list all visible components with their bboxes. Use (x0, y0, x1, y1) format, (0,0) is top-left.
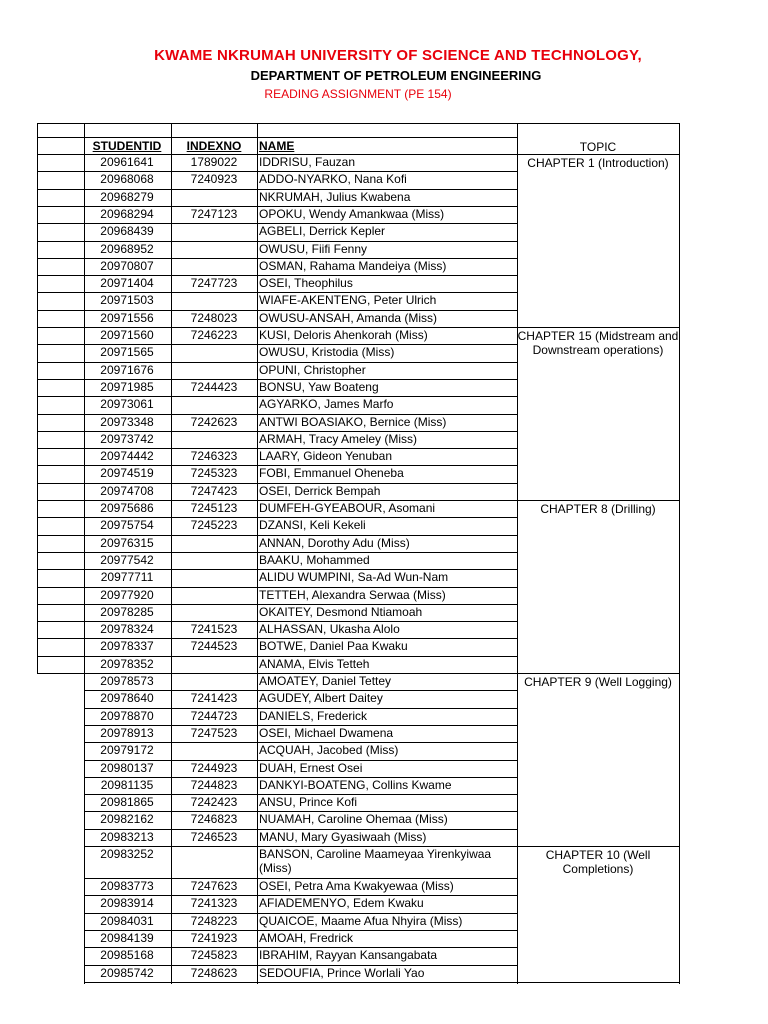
index-no-cell (172, 535, 256, 552)
column-divider (257, 123, 258, 984)
name-cell: OPOKU, Wendy Amankwaa (Miss) (259, 206, 445, 221)
student-id-cell: 20978640 (100, 691, 154, 706)
row-divider (37, 673, 84, 674)
row-divider (37, 431, 84, 432)
student-id-cell: 20983773 (100, 879, 154, 893)
student-id-cell: 20970807 (100, 258, 154, 273)
assignment-title: READING ASSIGNMENT (PE 154) (264, 87, 452, 101)
name-cell: AGUDEY, Albert Daitey (259, 691, 383, 706)
index-no-cell: 7245323 (190, 466, 238, 481)
name-cell: OWUSU, Kristodia (Miss) (259, 345, 395, 360)
index-no-cell: 7245823 (190, 948, 238, 963)
name-cell: FOBI, Emmanuel Oheneba (259, 466, 404, 481)
index-no-cell (172, 431, 256, 448)
table-right-border (679, 123, 680, 984)
row-divider (37, 621, 84, 622)
index-no-cell (172, 344, 256, 361)
row-divider (37, 569, 84, 570)
index-no-cell: 7247123 (190, 206, 238, 221)
row-divider (37, 258, 84, 259)
index-no-cell: 7241423 (190, 691, 238, 706)
name-cell: OSMAN, Rahama Mandeiya (Miss) (259, 258, 447, 273)
student-id-cell: 20968279 (100, 189, 154, 204)
university-title: KWAME NKRUMAH UNIVERSITY OF SCIENCE AND TECHNOLOGY, (154, 47, 642, 64)
index-no-cell: 7244823 (190, 777, 238, 792)
name-cell: SEDOUFIA, Prince Worlali Yao (259, 965, 425, 980)
row-divider (37, 587, 84, 588)
student-id-cell: 20984139 (100, 930, 154, 945)
name-cell: BONSU, Yaw Boateng (259, 379, 379, 394)
index-no-cell: 7242623 (190, 414, 238, 429)
name-cell: OPUNI, Christopher (259, 362, 366, 377)
index-no-cell (172, 258, 256, 275)
row-divider (37, 171, 84, 172)
name-cell: DANIELS, Frederick (259, 708, 368, 723)
name-cell: OSEI, Derrick Bempah (259, 483, 381, 498)
department-title: DEPARTMENT OF PETROLEUM ENGINEERING (250, 68, 542, 83)
name-cell: ALIDU WUMPINI, Sa-Ad Wun-Nam (259, 570, 449, 585)
row-divider (84, 982, 517, 983)
name-cell: NUAMAH, Caroline Ohemaa (Miss) (259, 812, 448, 827)
student-id-cell: 20971565 (100, 345, 154, 360)
topic-cell: CHAPTER 10 (Well Completions) (545, 848, 651, 876)
name-cell: DZANSI, Keli Kekeli (259, 518, 366, 533)
index-no-cell (172, 241, 256, 258)
index-no-cell: 7246323 (190, 449, 238, 464)
topic-divider (517, 846, 679, 847)
index-no-cell: 7247523 (190, 725, 238, 740)
index-no-cell: 7244523 (190, 639, 238, 654)
name-cell: DUMFEH-GYEABOUR, Asomani (259, 501, 436, 515)
topic-divider (517, 154, 679, 155)
row-divider (37, 656, 84, 657)
row-divider (37, 517, 84, 518)
student-id-cell: 20973348 (100, 414, 154, 429)
name-cell: TETTEH, Alexandra Serwaa (Miss) (259, 587, 446, 602)
student-id-cell: 20968952 (100, 241, 154, 256)
index-no-cell: 7245123 (190, 501, 238, 515)
topic-cell: CHAPTER 1 (Introduction) (527, 156, 669, 170)
row-divider (37, 292, 84, 293)
row-divider (37, 362, 84, 363)
student-id-cell: 20976315 (100, 535, 154, 550)
name-cell: ADDO-NYARKO, Nana Kofi (259, 172, 407, 187)
name-cell: ANNAN, Dorothy Adu (Miss) (259, 535, 410, 550)
index-no-cell: 7247423 (190, 483, 238, 498)
row-divider (37, 241, 84, 242)
student-id-cell: 20971404 (100, 276, 154, 291)
student-id-cell: 20983213 (100, 829, 154, 844)
index-no-cell (172, 292, 256, 309)
student-id-cell: 20971985 (100, 379, 154, 394)
index-no-cell (172, 362, 256, 379)
student-id-cell: 20978870 (100, 708, 154, 723)
index-no-cell: 7247723 (190, 276, 238, 291)
name-cell: AFIADEMENYO, Edem Kwaku (259, 896, 424, 911)
row-divider (37, 327, 84, 328)
student-id-cell: 20971676 (100, 362, 154, 377)
index-no-cell (172, 656, 256, 673)
name-cell: OSEI, Michael Dwamena (259, 725, 394, 740)
index-no-cell (172, 552, 256, 569)
student-id-cell: 20971556 (100, 310, 154, 325)
student-id-cell: 20984031 (100, 913, 154, 928)
student-id-cell: 20961641 (100, 155, 154, 169)
row-divider (37, 604, 84, 605)
name-cell: BOTWE, Daniel Paa Kwaku (259, 639, 408, 654)
student-id-cell: 20968439 (100, 224, 154, 239)
index-no-cell (172, 189, 256, 206)
student-id-cell: 20983252 (100, 847, 154, 861)
row-divider (37, 414, 84, 415)
topic-cell: CHAPTER 15 (Midstream and Downstream operations) (517, 329, 679, 357)
student-id-cell: 20978285 (100, 604, 154, 619)
topic-divider (517, 500, 679, 501)
student-id-cell: 20971503 (100, 293, 154, 308)
student-id-cell: 20978337 (100, 639, 154, 654)
student-id-cell: 20985742 (100, 965, 154, 980)
row-divider (37, 275, 84, 276)
topic-cell: CHAPTER 8 (Drilling) (540, 502, 656, 516)
name-cell: KUSI, Deloris Ahenkorah (Miss) (259, 328, 428, 342)
index-no-cell: 7248623 (190, 965, 238, 980)
name-cell: ALHASSAN, Ukasha Alolo (259, 622, 400, 637)
name-cell: AMOAH, Fredrick (259, 930, 354, 945)
index-no-cell: 7241323 (190, 896, 238, 911)
topic-divider (517, 327, 679, 328)
topic-cell: CHAPTER 9 (Well Logging) (524, 675, 672, 689)
row-divider (37, 552, 84, 553)
index-no-cell: 7248023 (190, 310, 238, 325)
name-cell: IDDRISU, Fauzan (259, 155, 356, 169)
name-cell: AGYARKO, James Marfo (259, 397, 394, 412)
name-cell: ARMAH, Tracy Ameley (Miss) (259, 431, 418, 446)
student-id-cell: 20980137 (100, 760, 154, 775)
name-cell: OWUSU, Fiifi Fenny (259, 241, 368, 256)
name-cell: NKRUMAH, Julius Kwabena (259, 189, 411, 204)
name-cell: MANU, Mary Gyasiwaah (Miss) (259, 829, 427, 844)
row-divider (37, 448, 84, 449)
index-no-cell: 7244423 (190, 379, 238, 394)
student-id-cell: 20978324 (100, 622, 154, 637)
row-divider (37, 535, 84, 536)
row-divider (37, 638, 84, 639)
name-cell: OWUSU-ANSAH, Amanda (Miss) (259, 310, 438, 325)
column-header-topic: TOPIC (579, 140, 617, 154)
student-id-cell: 20977711 (100, 570, 154, 585)
name-cell: DANKYI-BOATENG, Collins Kwame (259, 777, 452, 792)
student-id-cell: 20968068 (100, 172, 154, 187)
topic-divider (517, 673, 679, 674)
student-id-cell: 20982162 (100, 812, 154, 827)
student-id-cell: 20978573 (100, 674, 154, 688)
row-divider (37, 396, 84, 397)
student-id-cell: 20974442 (100, 449, 154, 464)
student-id-cell: 20974708 (100, 483, 154, 498)
index-no-cell: 7240923 (190, 172, 238, 187)
row-divider (37, 379, 84, 380)
student-id-cell: 20981135 (100, 777, 154, 792)
student-id-cell: 20978352 (100, 656, 154, 671)
row-divider (37, 344, 84, 345)
index-no-cell: 7248223 (190, 913, 238, 928)
student-id-cell: 20974519 (100, 466, 154, 481)
index-no-cell (172, 223, 256, 240)
index-no-cell: 7245223 (190, 518, 238, 533)
index-no-cell: 7246223 (190, 328, 238, 342)
row-divider (37, 310, 84, 311)
name-cell: AMOATEY, Daniel Tettey (259, 674, 392, 688)
row-divider (37, 223, 84, 224)
index-no-cell: 7247623 (190, 879, 238, 893)
topic-divider (517, 982, 679, 983)
index-no-cell (172, 569, 256, 586)
name-cell: OSEI, Petra Ama Kwakyewaa (Miss) (259, 879, 454, 893)
column-header-name: NAME (259, 139, 295, 153)
name-cell: BANSON, Caroline Maameyaa Yirenkyiwaa (Miss) (259, 847, 492, 875)
name-cell: ANAMA, Elvis Tetteh (259, 656, 370, 671)
student-id-cell: 20979172 (100, 743, 154, 758)
name-cell: LAARY, Gideon Yenuban (259, 449, 393, 464)
name-cell: BAAKU, Mohammed (259, 552, 370, 567)
name-cell: OKAITEY, Desmond Ntiamoah (259, 604, 423, 619)
index-no-cell: 7241523 (190, 622, 238, 637)
name-cell: OSEI, Theophilus (259, 276, 353, 291)
name-cell: DUAH, Ernest Osei (259, 760, 363, 775)
student-id-cell: 20971560 (100, 328, 154, 342)
name-cell: AGBELI, Derrick Kepler (259, 224, 386, 239)
index-no-cell (172, 742, 256, 759)
row-divider (37, 500, 84, 501)
index-no-cell: 7244723 (190, 708, 238, 723)
index-no-cell (172, 604, 256, 621)
column-header-indexno: INDEXNO (186, 139, 242, 153)
index-no-cell (172, 846, 256, 863)
index-no-cell: 7246823 (190, 812, 238, 827)
index-no-cell (172, 673, 256, 690)
student-id-cell: 20985168 (100, 948, 154, 963)
student-id-cell: 20983914 (100, 896, 154, 911)
student-id-cell: 20977920 (100, 587, 154, 602)
row-divider (37, 206, 84, 207)
name-cell: ANSU, Prince Kofi (259, 795, 358, 810)
name-cell: ANTWI BOASIAKO, Bernice (Miss) (259, 414, 447, 429)
name-cell: QUAICOE, Maame Afua Nhyira (Miss) (259, 913, 463, 928)
index-no-cell (172, 396, 256, 413)
index-no-cell: 7241923 (190, 930, 238, 945)
index-no-cell (172, 587, 256, 604)
student-id-cell: 20973061 (100, 397, 154, 412)
index-no-cell: 1789022 (190, 155, 238, 169)
column-header-studentid: STUDENTID (92, 139, 162, 153)
index-no-cell: 7244923 (190, 760, 238, 775)
table-top-border (37, 123, 679, 124)
student-id-cell: 20977542 (100, 552, 154, 567)
student-id-cell: 20973742 (100, 431, 154, 446)
row-divider (37, 483, 84, 484)
student-id-cell: 20975686 (100, 501, 154, 515)
row-divider (37, 189, 84, 190)
student-id-cell: 20968294 (100, 206, 154, 221)
student-id-cell: 20978913 (100, 725, 154, 740)
name-cell: WIAFE-AKENTENG, Peter Ulrich (259, 293, 437, 308)
name-cell: IBRAHIM, Rayyan Kansangabata (259, 948, 438, 963)
student-id-cell: 20975754 (100, 518, 154, 533)
row-divider (37, 465, 84, 466)
index-no-cell: 7246523 (190, 829, 238, 844)
student-id-cell: 20981865 (100, 795, 154, 810)
name-cell: ACQUAH, Jacobed (Miss) (259, 743, 399, 758)
index-no-cell: 7242423 (190, 795, 238, 810)
